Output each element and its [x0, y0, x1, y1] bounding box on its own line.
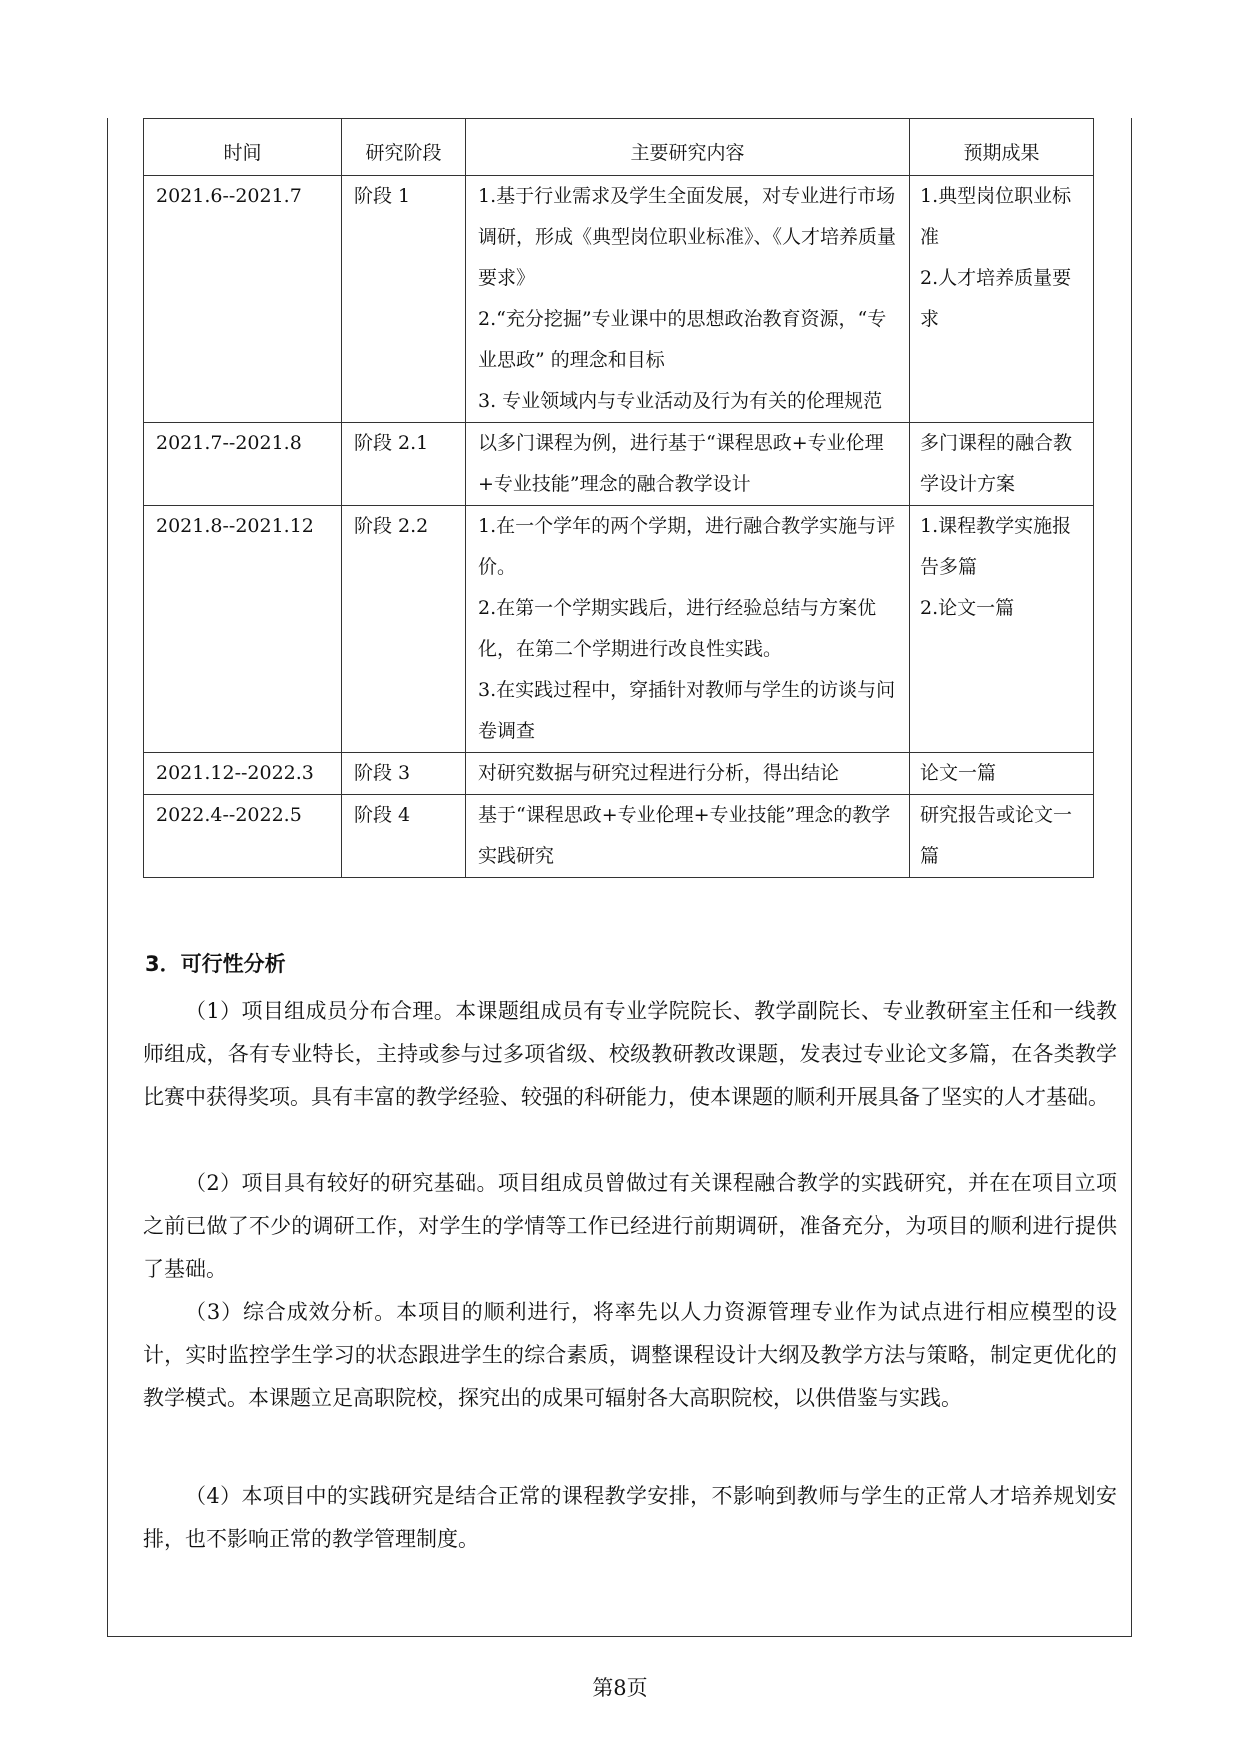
result-item: 研究报告或论文一篇 — [920, 804, 1073, 867]
result-item: 多门课程的融合教学设计方案 — [920, 432, 1073, 495]
header-content: 主要研究内容 — [466, 119, 910, 176]
row-period: 2021.8--2021.12 — [144, 506, 342, 753]
content-item: 1.基于行业需求及学生全面发展，对专业进行市场调研，形成《典型岗位职业标准》、《人才培养质量要求》 — [478, 185, 897, 289]
row-stage: 阶段 4 — [342, 795, 466, 878]
row-period: 2021.12--2022.3 — [144, 753, 342, 795]
row-results — [910, 176, 1094, 423]
result-item: 2.人才培养质量要求 — [920, 267, 1072, 330]
feasibility-paragraph: （1）项目组成员分布合理。本课题组成员有专业学院院长、教学副院长、专业教研室主任和一线教师组成，各有专业特长，主持或参与过多项省级、校级教研教改课题，发表过专业论文多篇，在各类教学比赛中获得奖项。具有丰富的教学经验、较强的科研能力，使本课题的顺利开展具备了坚实的人才基础。 — [143, 999, 1117, 1109]
table-row — [144, 795, 1094, 878]
result-item: 1.典型岗位职业标准 — [920, 185, 1072, 248]
row-stage: 阶段 3 — [342, 753, 466, 795]
row-results — [910, 795, 1094, 878]
result-item: 1.课程教学实施报告多篇 — [920, 515, 1072, 578]
table-row — [144, 423, 1094, 506]
content-item: 1.在一个学年的两个学期，进行融合教学实施与评价。 — [478, 515, 896, 578]
content-item: 3. 专业领域内与专业活动及行为有关的伦理规范 — [478, 390, 883, 412]
row-content — [466, 176, 910, 423]
feasibility-paragraph: （4）本项目中的实践研究是结合正常的课程教学安排，不影响到教师与学生的正常人才培养规划安排，也不影响正常的教学管理制度。 — [143, 1484, 1117, 1551]
result-item: 2.论文一篇 — [920, 597, 1015, 619]
feasibility-paragraph: （2）项目具有较好的研究基础。项目组成员曾做过有关课程融合教学的实践研究，并在在项目立项之前已做了不少的调研工作，对学生的学情等工作已经进行前期调研，准备充分，为项目的顺利进行提供了基础。 — [143, 1171, 1117, 1281]
section-title: 3．可行性分析 — [145, 952, 286, 976]
content-item: 基于“课程思政+专业伦理+专业技能”理念的教学实践研究 — [478, 804, 891, 867]
header-stage: 研究阶段 — [342, 119, 466, 176]
row-period: 2021.7--2021.8 — [144, 423, 342, 506]
row-stage: 阶段 2.2 — [342, 506, 466, 753]
row-stage: 阶段 2.1 — [342, 423, 466, 506]
content-item: 对研究数据与研究过程进行分析，得出结论 — [478, 762, 840, 784]
result-item: 论文一篇 — [920, 762, 997, 784]
row-results — [910, 506, 1094, 753]
row-period: 2021.6--2021.7 — [144, 176, 342, 423]
row-content — [466, 753, 910, 795]
row-content — [466, 423, 910, 506]
content-item: 2.“充分挖掘”专业课中的思想政治教育资源，“专业思政” 的理念和目标 — [478, 308, 887, 371]
row-results — [910, 423, 1094, 506]
table-header-row — [144, 119, 1094, 176]
header-results: 预期成果 — [910, 119, 1094, 176]
row-results — [910, 753, 1094, 795]
page-number: 第8页 — [592, 1676, 648, 1700]
table-row — [144, 753, 1094, 795]
row-stage: 阶段 1 — [342, 176, 466, 423]
header-time: 时间 — [144, 119, 342, 176]
content-item: 2.在第一个学期实践后，进行经验总结与方案优化，在第二个学期进行改良性实践。 — [478, 597, 877, 660]
content-item: 以多门课程为例，进行基于“课程思政+专业伦理+专业技能”理念的融合教学设计 — [478, 432, 884, 495]
row-content — [466, 506, 910, 753]
content-item: 3.在实践过程中，穿插针对教师与学生的访谈与问卷调查 — [478, 679, 896, 742]
row-content — [466, 795, 910, 878]
feasibility-paragraph: （3）综合成效分析。本项目的顺利进行，将率先以人力资源管理专业作为试点进行相应模型的设计，实时监控学生学习的状态跟进学生的综合素质，调整课程设计大纲及教学方法与策略，制定更优化的教学模式。本课题立足高职院校，探究出的成果可辐射各大高职院校，以供借鉴与实践。 — [143, 1300, 1117, 1410]
table-row — [144, 506, 1094, 753]
table-row — [144, 176, 1094, 423]
row-period: 2022.4--2022.5 — [144, 795, 342, 878]
research-schedule-table — [143, 118, 1094, 878]
